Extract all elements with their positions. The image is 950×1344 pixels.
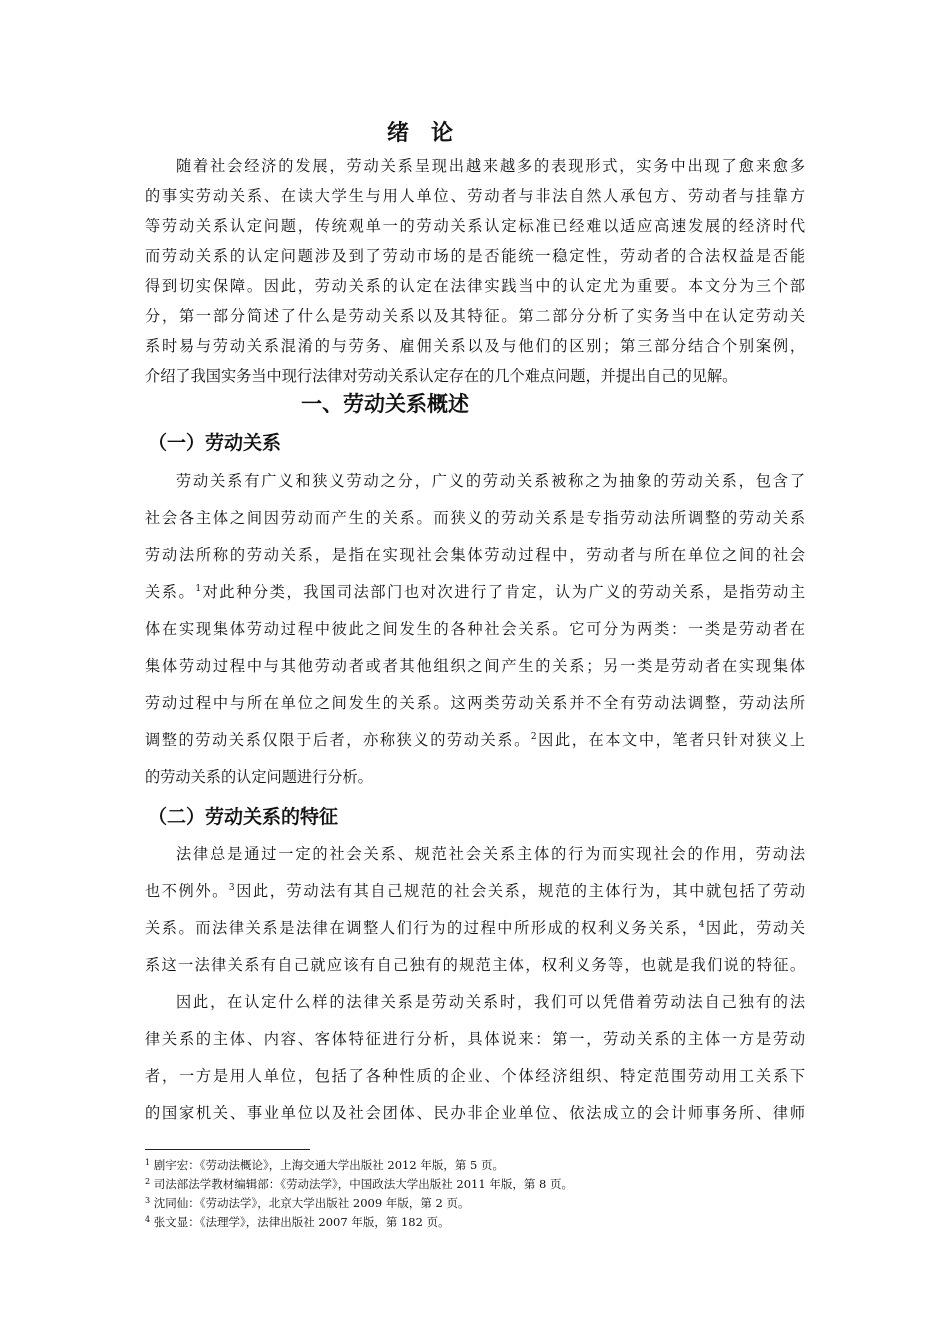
paragraph-line: 律关系的主体、内容、客体特征进行分析，具体说来：第一，劳动关系的主体一方是劳动 <box>145 1030 805 1048</box>
paragraph-line: 劳动关系有广义和狭义劳动之分，广义的劳动关系被称之为抽象的劳动关系，包含了 <box>176 472 805 490</box>
footnote-ref[interactable]: 3 <box>228 883 235 893</box>
paragraph-line: 而劳动关系的认定问题涉及到了劳动市场的是否能统一稳定性，劳动者的合法权益是否能 <box>145 247 805 265</box>
footnote-ref[interactable]: 2 <box>530 732 537 742</box>
page-title: 绪 论 <box>386 121 454 146</box>
paragraph-line: 系时易与劳动关系混淆的与劳务、雇佣关系以及与他们的区别；第三部分结合个别案例， <box>145 337 805 355</box>
footnote-ref[interactable]: 4 <box>698 920 705 930</box>
paragraph-line: 集体劳动过程中与其他劳动者或者其他组织之间产生的关系；另一类是劳动者在实现集体 <box>145 657 805 675</box>
section-heading: 一、劳动关系概述 <box>301 392 469 416</box>
paragraph-line: 随着社会经济的发展，劳动关系呈现出越来越多的表现形式，实务中出现了愈来愈多 <box>176 157 805 175</box>
paragraph-line: 等劳动关系认定问题，传统观单一的劳动关系认定标准已经难以适应高速发展的经济时代 <box>145 217 805 235</box>
paragraph-line: 系这一法律关系有自己就应该有自己独有的规范主体，权利义务等，也就是我们说的特征。 <box>145 956 805 974</box>
paragraph-line: 社会各主体之间因劳动而产生的关系。而狭义的劳动关系是专指劳动法所调整的劳动关系 <box>145 509 805 527</box>
paragraph-line: 关系。而法律关系是法律在调整人们行为的过程中所形成的权利义务关系，$^4$因此，劳动关 <box>145 919 806 937</box>
paragraph-line: 体在实现集体劳动过程中彼此之间发生的各种社会关系。它可分为两类：一类是劳动者在 <box>145 620 805 638</box>
paragraph-line: 因此，在认定什么样的法律关系是劳动关系时，我们可以凭借着劳动法自己独有的法 <box>176 993 805 1011</box>
paragraph-line: 劳动法所称的劳动关系，是指在实现社会集体劳动过程中，劳动者与所在单位之间的社会 <box>145 546 805 564</box>
paragraph-line: 分，第一部分简述了什么是劳动关系以及其特征。第二部分分析了实务当中在认定劳动关 <box>145 307 805 325</box>
footnote-item: $^3$ 沈同仙：《劳动法学》，北京大学出版社 2009 年版，第 2 页。 <box>145 1196 470 1210</box>
paragraph-line: 的国家机关、事业单位以及社会团体、民办非企业单位、依法成立的会计师事务所、律师 <box>145 1104 805 1122</box>
footnote-item: $^1$ 剧宇宏：《劳动法概论》，上海交通大学出版社 2012 年版，第 5 页。 <box>145 1158 504 1172</box>
subsection-heading: （二）劳动关系的特征 <box>148 806 339 828</box>
footnote-item: $^2$ 司法部法学教材编辑部：《劳动法学》，中国政法大学出版社 2011 年版，第 8 页。 <box>145 1177 573 1191</box>
subsection-heading: （一）劳动关系 <box>148 432 282 454</box>
paragraph-line: 法律总是通过一定的社会关系、规范社会关系主体的行为而实现社会的作用，劳动法 <box>176 845 805 863</box>
paragraph-line: 的事实劳动关系、在读大学生与用人单位、劳动者与非法自然人承包方、劳动者与挂靠方 <box>145 187 805 205</box>
paragraph-line: 得到切实保障。因此，劳动关系的认定在法律实践当中的认定尤为重要。本文分为三个部 <box>145 277 805 295</box>
paragraph-line: 也不例外。$^3$因此，劳动法有其自己规范的社会关系，规范的主体行为，其中就包括了劳动 <box>145 882 806 900</box>
footnote-separator <box>145 1149 310 1150</box>
paragraph-line: 调整的劳动关系仅限于后者，亦称狭义的劳动关系。$^2$因此，在本文中，笔者只针对狭义上 <box>145 731 806 749</box>
footnote-item: $^4$ 张文显：《法理学》，法律出版社 2007 年版，第 182 页。 <box>145 1215 450 1229</box>
paragraph-line: 介绍了我国实务当中现行法律对劳动关系认定存在的几个难点问题，并提出自己的见解。 <box>145 367 738 385</box>
paragraph-line: 的劳动关系的认定问题进行分析。 <box>145 768 373 786</box>
paragraph-line: 劳动过程中与所在单位之间发生的关系。这两类劳动关系并不全有劳动法调整，劳动法所 <box>145 694 805 712</box>
paragraph-line: 者，一方是用人单位，包括了各种性质的企业、个体经济组织、特定范围劳动用工关系下 <box>145 1067 805 1085</box>
footnote-ref[interactable]: 1 <box>195 584 202 594</box>
paragraph-line: 关系。$^1$对此种分类，我国司法部门也对次进行了肯定，认为广义的劳动关系，是指劳动主 <box>145 583 805 601</box>
